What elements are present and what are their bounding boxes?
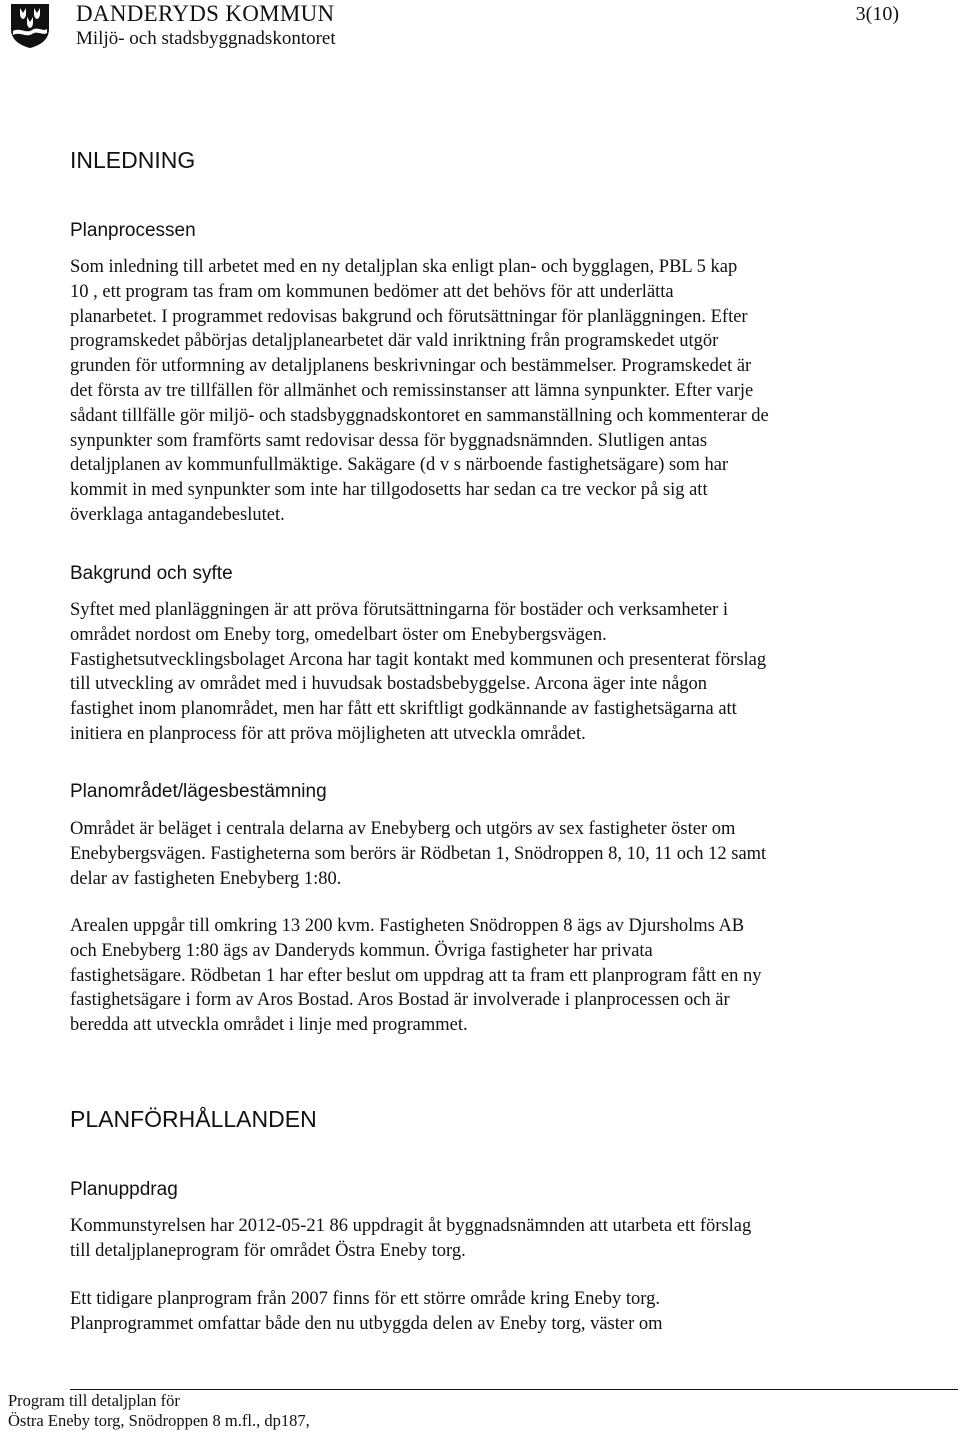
text-line: Som inledning till arbetet med en ny detaljplan ska enligt plan- och bygglagen, PBL 5 kap xyxy=(70,257,738,277)
subheading-planuppdrag: Planuppdrag xyxy=(70,1179,178,1200)
text-line: och Enebyberg 1:80 ägs av Danderyds kommun. Övriga fastigheter har privata xyxy=(70,940,653,961)
subheading-planprocessen: Planprocessen xyxy=(70,220,196,241)
text-line: överklaga antagandebeslutet. xyxy=(70,504,285,525)
text-line: Området är beläget i centrala delarna av Enebyberg och utgörs av sex fastigheter öster om xyxy=(70,819,736,839)
text-line: Kommunstyrelsen har 2012-05-21 86 uppdragit åt byggnadsnämnden att utarbeta ett förslag xyxy=(70,1216,752,1236)
paragraph-planuppdrag-2 xyxy=(70,1287,900,1337)
text-line: fastighet inom planområdet, men har fått ett skriftligt godkännande av fastighetsägarna att xyxy=(70,699,737,720)
text-line: Fastighetsutvecklingsbolaget Arcona har tagit kontakt med kommunen och presenterat förslag xyxy=(70,649,767,670)
paragraph-bakgrund xyxy=(70,598,900,747)
text-line: Ett tidigare planprogram från 2007 finns för ett större område kring Eneby torg. xyxy=(70,1289,660,1309)
text-line: sådant tillfälle gör miljö- och stadsbyggnadskontoret en sammanställning och kommenterar de xyxy=(70,405,769,426)
text-line: detaljplanen av kommunfullmäktige. Sakägare (d v s närboende fastighetsägare) som har xyxy=(70,455,729,476)
footer-document-subtitle: Östra Eneby torg, Snödroppen 8 m.fl., dp187, xyxy=(8,1411,310,1430)
text-line: Syftet med planläggningen är att pröva förutsättningarna för bostäder och verksamheter i xyxy=(70,600,729,620)
text-line: planarbetet. I programmet redovisas bakgrund och förutsättningar för planläggningen. Efter xyxy=(70,306,748,327)
text-line: initiera en planprocess för att pröva möjligheten att utveckla området. xyxy=(70,723,586,744)
text-line: grunden för utformning av detaljplanens beskrivningar och bestämmelser. Programskedet är xyxy=(70,356,752,377)
footer-document-title: Program till detaljplan för xyxy=(8,1391,180,1410)
subheading-bakgrund-och-syfte: Bakgrund och syfte xyxy=(70,563,233,584)
text-line: till detaljplaneprogram för området Östra Eneby torg. xyxy=(70,1240,466,1261)
text-line: Enebybergsvägen. Fastigheterna som berörs är Rödbetan 1, Snödroppen 8, 10, 11 och 12 samt xyxy=(70,843,767,864)
text-line: kommit in med synpunkter som inte har tillgodosetts har sedan ca tre veckor på sig att xyxy=(70,480,708,501)
text-line: Arealen uppgår till omkring 13 200 kvm. Fastigheten Snödroppen 8 ägs av Djursholms AB xyxy=(70,916,745,936)
department-name: Miljö- och stadsbyggnadskontoret xyxy=(76,28,336,49)
text-line: delar av fastigheten Enebyberg 1:80. xyxy=(70,868,342,889)
text-line: beredda att utveckla området i linje med programmet. xyxy=(70,1015,468,1036)
section-heading-planforhallanden: PLANFÖRHÅLLANDEN xyxy=(70,1106,317,1132)
text-line: fastighetsägare. Rödbetan 1 har efter beslut om uppdrag att ta fram ett planprogram fått en ny xyxy=(70,965,762,986)
text-line: 10 , ett program tas fram om kommunen bedömer att det behövs för att underlätta xyxy=(70,281,674,302)
organization-name: DANDERYDS KOMMUN xyxy=(76,1,335,26)
text-line: området nordost om Eneby torg, omedelbart öster om Enebybergsvägen. xyxy=(70,624,607,645)
subheading-planomradet: Planområdet/lägesbestämning xyxy=(70,781,327,802)
text-line: till utveckling av området med i huvudsak bostadsbebyggelse. Arcona äger inte någon xyxy=(70,674,708,695)
paragraph-planprocessen xyxy=(70,255,900,528)
paragraph-planomradet-1 xyxy=(70,817,900,891)
text-line: det första av tre tillfällen för allmänhet och remissinstanser att lämna synpunkter. Efter varje xyxy=(70,380,754,401)
paragraph-planuppdrag-1 xyxy=(70,1214,900,1264)
page-number: 3(10) xyxy=(855,3,899,25)
text-line: fastighetsägare i form av Aros Bostad. Aros Bostad är involverade i planprocessen och är xyxy=(70,990,730,1011)
danderyd-coat-of-arms-logo xyxy=(10,3,50,49)
footer-divider xyxy=(70,1389,958,1390)
text-line: programskedet påbörjas detaljplanearbetet där vald inriktning från programskedet utgör xyxy=(70,331,719,352)
paragraph-planomradet-2 xyxy=(70,914,900,1038)
text-line: synpunkter som framförts samt redovisar dessa för byggnadsnämnden. Slutligen antas xyxy=(70,430,708,451)
section-heading-inledning: INLEDNING xyxy=(70,147,196,173)
text-line: Planprogrammet omfattar både den nu utbyggda delen av Eneby torg, väster om xyxy=(70,1313,663,1334)
